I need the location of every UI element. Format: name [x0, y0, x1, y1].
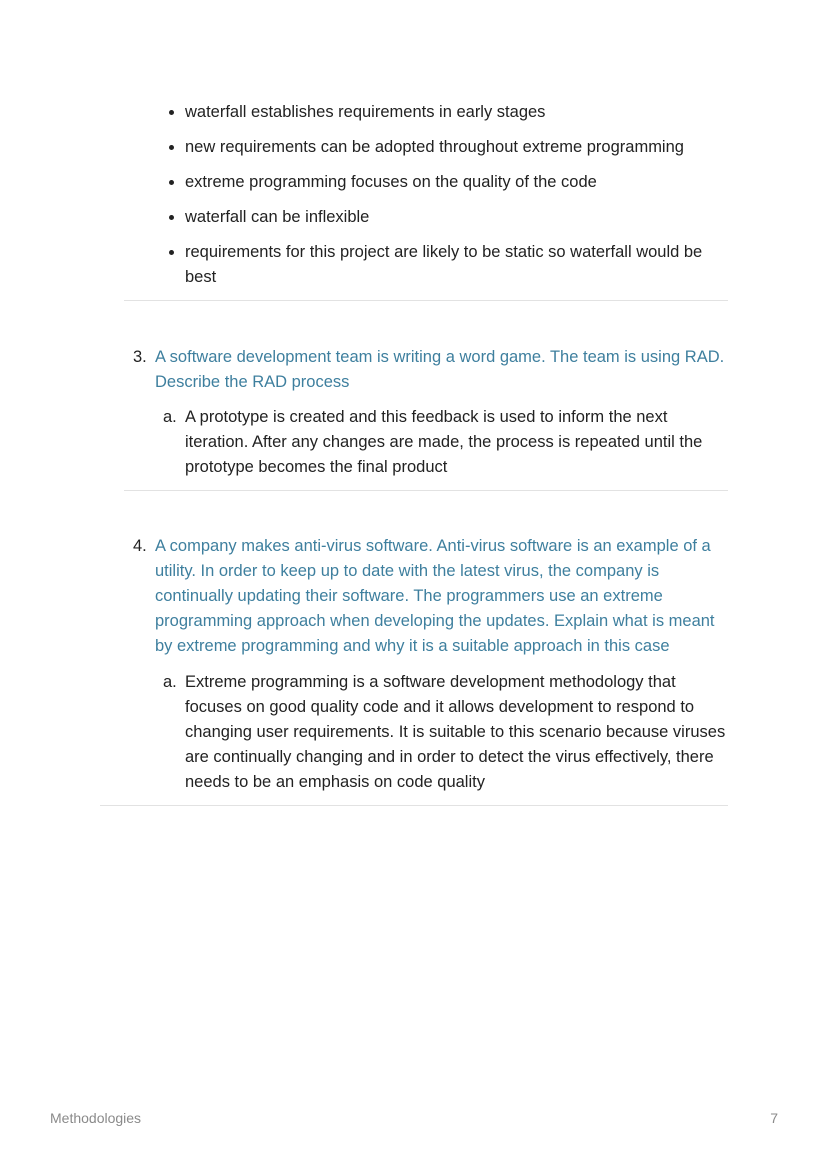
question-4 — [133, 534, 728, 795]
answer-text: Extreme programming is a software development methodology that focuses on good quality code and it allows development to respond to changing user requirements. It is suitable to this scenario because viruses are continually changing and in order to detect the virus effectively, there needs to be an emphasis on code quality — [185, 673, 726, 791]
question-text: A company makes anti-virus software. Anti-virus software is an example of a utility. In order to keep up to date with the latest virus, the company is continually updating their software. The programmers use an extreme programming approach when developing the updates. Explain what is meant by extreme programming and why it is a suitable approach in this case — [155, 537, 715, 655]
footer-section-title: Methodologies — [50, 1110, 142, 1126]
bullet-item: new requirements can be adopted throughout extreme programming — [160, 135, 720, 160]
question-number: 3. — [133, 348, 147, 366]
page-number: 7 — [770, 1110, 778, 1126]
bullet-item: waterfall establishes requirements in early stages — [160, 100, 720, 125]
answer-letter: a. — [163, 673, 177, 691]
divider — [124, 490, 728, 491]
question-number: 4. — [133, 537, 147, 555]
question-3 — [133, 345, 733, 480]
divider — [100, 805, 728, 806]
bullet-item: requirements for this project are likely to be static so waterfall would be best — [160, 240, 720, 290]
question-text: A software development team is writing a word game. The team is using RAD. Describe the RAD process — [155, 348, 725, 391]
bullet-list — [160, 100, 720, 300]
bullet-item: extreme programming focuses on the quality of the code — [160, 170, 720, 195]
answer-letter: a. — [163, 408, 177, 426]
answer-text: A prototype is created and this feedback is used to inform the next iteration. After any changes are made, the process is repeated until the prototype becomes the final product — [185, 408, 703, 476]
divider — [124, 300, 728, 301]
bullet-item: waterfall can be inflexible — [160, 205, 720, 230]
